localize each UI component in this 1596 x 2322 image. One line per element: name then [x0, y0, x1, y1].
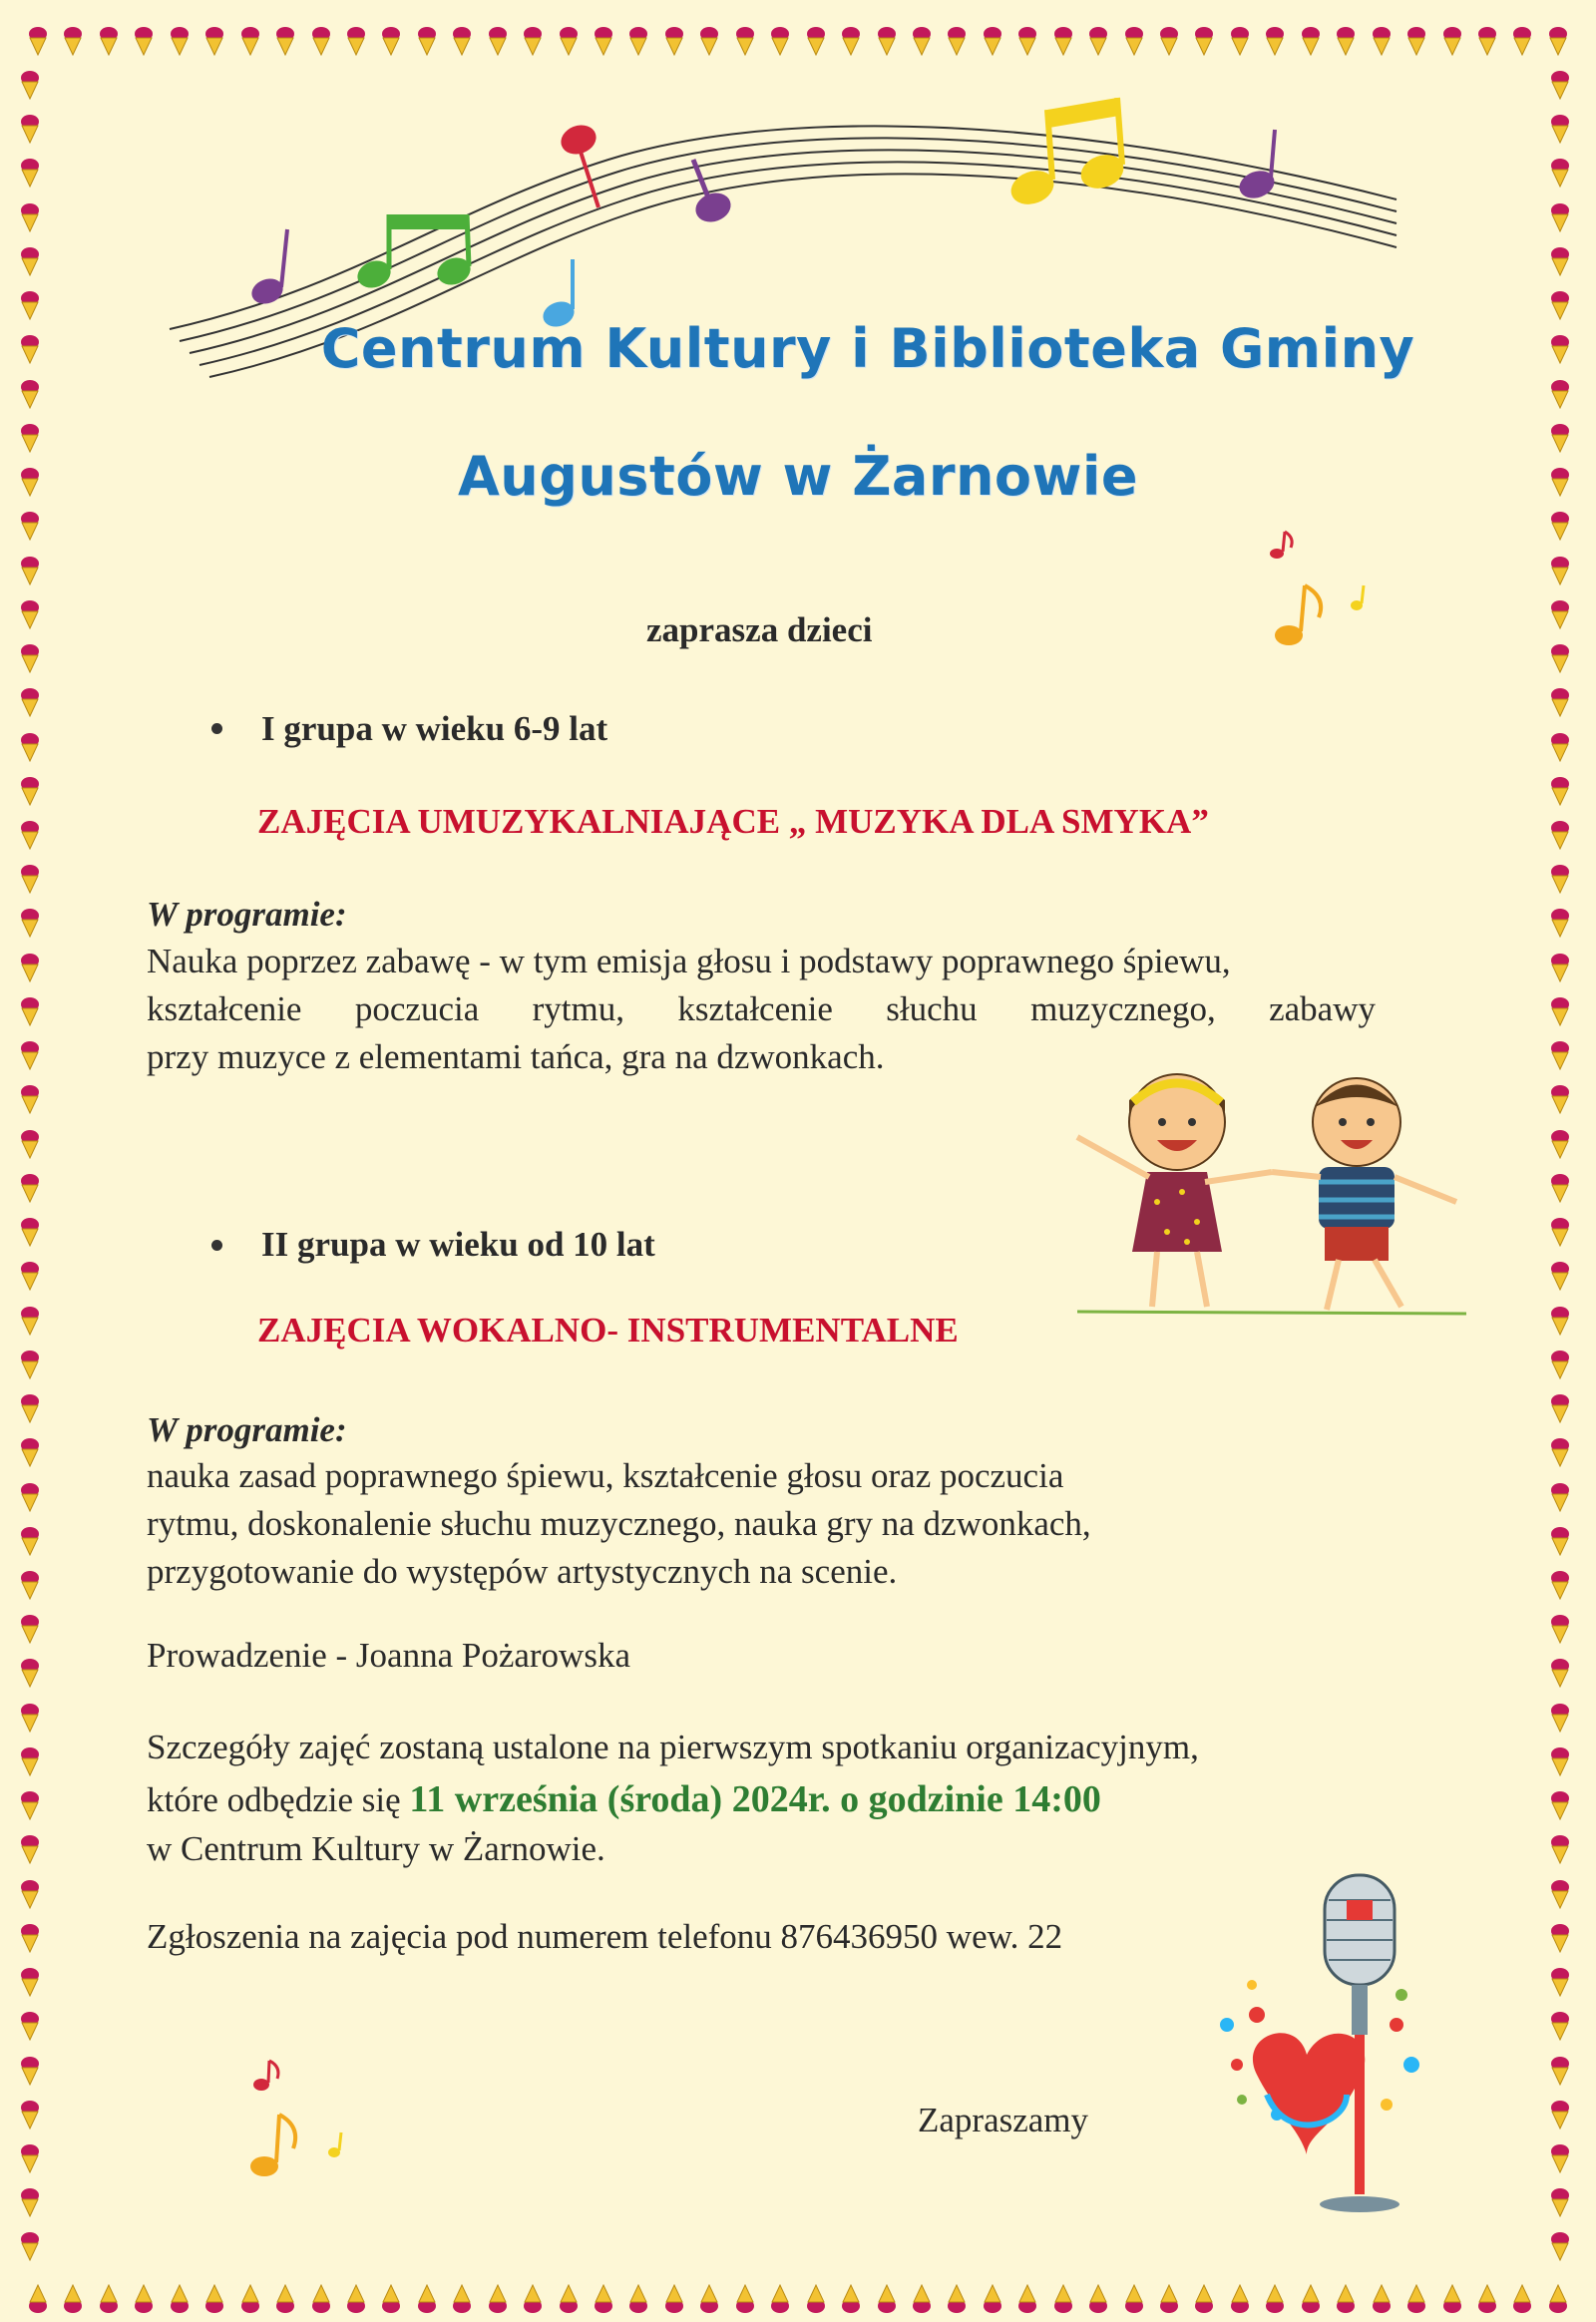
ice-cream-cone-icon — [20, 1790, 40, 1820]
ice-cream-cone-icon — [1550, 820, 1570, 850]
ice-cream-cone-icon — [20, 70, 40, 100]
ice-cream-cone-icon — [99, 26, 119, 56]
ice-cream-cone-icon — [1550, 1437, 1570, 1467]
ice-cream-cone-icon — [28, 2284, 48, 2314]
ice-cream-cone-icon — [1017, 2284, 1037, 2314]
ice-cream-cone-icon — [20, 820, 40, 850]
group2-course: ZAJĘCIA WOKALNO- INSTRUMENTALNE — [257, 1311, 959, 1350]
ice-cream-cone-icon — [1550, 864, 1570, 894]
ice-cream-cone-icon — [20, 1217, 40, 1247]
group2-program-line1: nauka zasad poprawnego śpiewu, kształcenie głosu oraz poczucia — [147, 1456, 1064, 1495]
ice-cream-cone-icon — [20, 1393, 40, 1423]
ice-cream-cone-icon — [275, 26, 295, 56]
ice-cream-cone-icon — [417, 2284, 437, 2314]
ice-cream-cone-icon — [1406, 2284, 1426, 2314]
ice-cream-cone-icon — [912, 26, 932, 56]
ice-cream-cone-icon — [912, 2284, 932, 2314]
ice-cream-cone-icon — [20, 511, 40, 541]
ice-cream-cone-icon — [1550, 1217, 1570, 1247]
ice-cream-cone-icon — [20, 1173, 40, 1203]
ice-cream-cone-icon — [20, 290, 40, 320]
ice-cream-cone-icon — [1550, 1040, 1570, 1070]
ice-cream-cone-icon — [63, 26, 83, 56]
ice-cream-cone-icon — [204, 26, 224, 56]
ice-cream-cone-icon — [1548, 2284, 1568, 2314]
ice-cream-cone-icon — [170, 2284, 190, 2314]
ice-cream-cone-icon — [20, 1482, 40, 1512]
ice-cream-cone-icon — [20, 1879, 40, 1909]
ice-cream-cone-icon — [1550, 687, 1570, 717]
ice-cream-cone-icon — [594, 2284, 613, 2314]
ice-cream-cone-icon — [20, 158, 40, 188]
ice-cream-cone-icon — [1088, 2284, 1108, 2314]
ice-cream-cone-icon — [1550, 599, 1570, 629]
ice-cream-cone-icon — [1550, 2100, 1570, 2129]
ice-cream-cone-icon — [381, 26, 401, 56]
ice-cream-cone-icon — [20, 1261, 40, 1291]
ice-cream-cone-icon — [1550, 732, 1570, 762]
ice-cream-cone-icon — [559, 26, 579, 56]
ice-cream-cone-icon — [1406, 26, 1426, 56]
ice-cream-cone-icon — [134, 26, 154, 56]
ice-cream-cone-icon — [1550, 1834, 1570, 1864]
ice-cream-cone-icon — [1053, 2284, 1073, 2314]
ice-cream-cone-icon — [947, 2284, 967, 2314]
ice-cream-cone-icon — [877, 2284, 897, 2314]
ice-cream-cone-icon — [20, 1526, 40, 1556]
ice-cream-cone-icon — [1550, 2143, 1570, 2173]
ice-cream-cone-icon — [523, 26, 543, 56]
ice-cream-cone-icon — [735, 2284, 755, 2314]
ice-cream-cone-icon — [1550, 2231, 1570, 2261]
header-title-line1: Centrum Kultury i Biblioteka Gminy — [320, 317, 1415, 380]
ice-cream-cone-icon — [20, 1350, 40, 1379]
ice-cream-cone-icon — [417, 26, 437, 56]
ice-cream-cone-icon — [20, 1614, 40, 1644]
ice-cream-cone-icon — [20, 202, 40, 232]
border-top — [28, 26, 1568, 56]
ice-cream-cone-icon — [770, 2284, 790, 2314]
ice-cream-cone-icon — [20, 1923, 40, 1953]
ice-cream-cone-icon — [1550, 953, 1570, 982]
ice-cream-cone-icon — [1550, 114, 1570, 144]
ice-cream-cone-icon — [1372, 26, 1392, 56]
ice-cream-cone-icon — [983, 26, 1002, 56]
group1-program-label: W programie: — [147, 895, 347, 934]
ice-cream-cone-icon — [841, 26, 861, 56]
ice-cream-cone-icon — [1372, 2284, 1392, 2314]
bullet — [211, 1240, 222, 1251]
ice-cream-cone-icon — [275, 2284, 295, 2314]
ice-cream-cone-icon — [488, 26, 508, 56]
group1-course: ZAJĘCIA UMUZYKALNIAJĄCE „ MUZYKA DLA SMYKA” — [257, 802, 1209, 841]
ice-cream-cone-icon — [1550, 1350, 1570, 1379]
ice-cream-cone-icon — [20, 2100, 40, 2129]
group1-program-line3: przy muzyce z elementami tańca, gra na dzwonkach. — [147, 1037, 885, 1076]
ice-cream-cone-icon — [240, 26, 260, 56]
ice-cream-cone-icon — [1336, 2284, 1356, 2314]
ice-cream-cone-icon — [170, 26, 190, 56]
ice-cream-cone-icon — [28, 26, 48, 56]
ice-cream-cone-icon — [20, 2187, 40, 2217]
group2-label: II grupa w wieku od 10 lat — [261, 1225, 655, 1264]
ice-cream-cone-icon — [99, 2284, 119, 2314]
ice-cream-cone-icon — [1550, 1526, 1570, 1556]
ice-cream-cone-icon — [20, 2231, 40, 2261]
music-notes-icon — [1247, 524, 1387, 653]
ice-cream-cone-icon — [699, 2284, 719, 2314]
ice-cream-cone-icon — [20, 599, 40, 629]
ice-cream-cone-icon — [1194, 26, 1214, 56]
ice-cream-cone-icon — [1301, 2284, 1321, 2314]
ice-cream-cone-icon — [699, 26, 719, 56]
ice-cream-cone-icon — [20, 1040, 40, 1070]
ice-cream-cone-icon — [1550, 158, 1570, 188]
ice-cream-cone-icon — [1550, 202, 1570, 232]
ice-cream-cone-icon — [452, 2284, 472, 2314]
ice-cream-cone-icon — [1512, 26, 1532, 56]
ice-cream-cone-icon — [20, 1570, 40, 1600]
group2-program-line2: rytmu, doskonalenie słuchu muzycznego, nauka gry na dzwonkach, — [147, 1504, 1091, 1543]
ice-cream-cone-icon — [20, 996, 40, 1026]
ice-cream-cone-icon — [240, 2284, 260, 2314]
details-line3: w Centrum Kultury w Żarnowie. — [147, 1829, 605, 1868]
ice-cream-cone-icon — [947, 26, 967, 56]
ice-cream-cone-icon — [1548, 26, 1568, 56]
ice-cream-cone-icon — [983, 2284, 1002, 2314]
group2-program-line3: przygotowanie do występów artystycznych na scenie. — [147, 1552, 898, 1591]
ice-cream-cone-icon — [1512, 2284, 1532, 2314]
ice-cream-cone-icon — [1550, 643, 1570, 673]
ice-cream-cone-icon — [20, 246, 40, 276]
ice-cream-cone-icon — [1194, 2284, 1214, 2314]
group2-program-label: W programie: — [147, 1410, 347, 1449]
ice-cream-cone-icon — [806, 26, 826, 56]
ice-cream-cone-icon — [1124, 26, 1144, 56]
microphone-icon — [1197, 1865, 1446, 2224]
ice-cream-cone-icon — [20, 1437, 40, 1467]
ice-cream-cone-icon — [381, 2284, 401, 2314]
group1-label: I grupa w wieku 6-9 lat — [261, 709, 608, 748]
ice-cream-cone-icon — [20, 908, 40, 938]
ice-cream-cone-icon — [488, 2284, 508, 2314]
ice-cream-cone-icon — [1017, 26, 1037, 56]
ice-cream-cone-icon — [1550, 2056, 1570, 2086]
ice-cream-cone-icon — [1550, 1746, 1570, 1776]
ice-cream-cone-icon — [20, 732, 40, 762]
ice-cream-cone-icon — [1550, 1482, 1570, 1512]
ice-cream-cone-icon — [806, 2284, 826, 2314]
ice-cream-cone-icon — [346, 2284, 366, 2314]
ice-cream-cone-icon — [20, 1746, 40, 1776]
ice-cream-cone-icon — [1159, 26, 1179, 56]
ice-cream-cone-icon — [1550, 2011, 1570, 2041]
ice-cream-cone-icon — [20, 1306, 40, 1336]
ice-cream-cone-icon — [1550, 1703, 1570, 1733]
ice-cream-cone-icon — [1550, 1570, 1570, 1600]
ice-cream-cone-icon — [1550, 70, 1570, 100]
ice-cream-cone-icon — [20, 556, 40, 585]
ice-cream-cone-icon — [877, 26, 897, 56]
ice-cream-cone-icon — [1053, 26, 1073, 56]
ice-cream-cone-icon — [20, 953, 40, 982]
border-bottom — [28, 2284, 1568, 2314]
ice-cream-cone-icon — [1550, 1129, 1570, 1159]
ice-cream-cone-icon — [1550, 511, 1570, 541]
ice-cream-cone-icon — [20, 864, 40, 894]
ice-cream-cone-icon — [1550, 2187, 1570, 2217]
ice-cream-cone-icon — [20, 334, 40, 364]
ice-cream-cone-icon — [1550, 1879, 1570, 1909]
ice-cream-cone-icon — [20, 1834, 40, 1864]
ice-cream-cone-icon — [628, 26, 648, 56]
ice-cream-cone-icon — [1442, 26, 1462, 56]
group1-program-line2: kształcenie poczucia rytmu, kształcenie słuchu muzycznego, zabawy — [147, 989, 1376, 1028]
ice-cream-cone-icon — [204, 2284, 224, 2314]
ice-cream-cone-icon — [1550, 1923, 1570, 1953]
ice-cream-cone-icon — [20, 1658, 40, 1688]
ice-cream-cone-icon — [1550, 379, 1570, 409]
ice-cream-cone-icon — [1550, 776, 1570, 806]
registration-text: Zgłoszenia na zajęcia pod numerem telefonu 876436950 wew. 22 — [147, 1917, 1063, 1956]
ice-cream-cone-icon — [20, 2056, 40, 2086]
ice-cream-cone-icon — [20, 2143, 40, 2173]
ice-cream-cone-icon — [20, 1084, 40, 1114]
dancing-kids-illustration — [1057, 1052, 1476, 1332]
closing-text: Zapraszamy — [918, 2101, 1089, 2139]
details-line2-prefix: które odbędzie się — [147, 1780, 410, 1819]
ice-cream-cone-icon — [523, 2284, 543, 2314]
ice-cream-cone-icon — [1265, 2284, 1285, 2314]
ice-cream-cone-icon — [1550, 996, 1570, 1026]
ice-cream-cone-icon — [20, 379, 40, 409]
ice-cream-cone-icon — [134, 2284, 154, 2314]
ice-cream-cone-icon — [628, 2284, 648, 2314]
group1-program-line1: Nauka poprzez zabawę - w tym emisja głosu i podstawy poprawnego śpiewu, — [147, 942, 1231, 980]
ice-cream-cone-icon — [841, 2284, 861, 2314]
ice-cream-cone-icon — [1230, 26, 1250, 56]
ice-cream-cone-icon — [346, 26, 366, 56]
meeting-date: 11 września (środa) 2024r. o godzinie 14:00 — [409, 1778, 1101, 1820]
ice-cream-cone-icon — [1550, 556, 1570, 585]
ice-cream-cone-icon — [20, 1129, 40, 1159]
ice-cream-cone-icon — [1230, 2284, 1250, 2314]
ice-cream-cone-icon — [1550, 1967, 1570, 1997]
border-right — [1550, 70, 1580, 2262]
ice-cream-cone-icon — [20, 114, 40, 144]
ice-cream-cone-icon — [1550, 1261, 1570, 1291]
ice-cream-cone-icon — [1124, 2284, 1144, 2314]
ice-cream-cone-icon — [1550, 1084, 1570, 1114]
ice-cream-cone-icon — [311, 26, 331, 56]
invite-text: zaprasza dzieci — [646, 610, 873, 649]
ice-cream-cone-icon — [1550, 1658, 1570, 1688]
ice-cream-cone-icon — [1265, 26, 1285, 56]
ice-cream-cone-icon — [311, 2284, 331, 2314]
ice-cream-cone-icon — [1477, 2284, 1497, 2314]
ice-cream-cone-icon — [63, 2284, 83, 2314]
ice-cream-cone-icon — [594, 26, 613, 56]
header-title-line2: Augustów w Żarnowie — [457, 445, 1139, 508]
music-notes-icon — [239, 2055, 369, 2184]
ice-cream-cone-icon — [1550, 908, 1570, 938]
ice-cream-cone-icon — [1550, 1306, 1570, 1336]
ice-cream-cone-icon — [1301, 26, 1321, 56]
instructor-text: Prowadzenie - Joanna Pożarowska — [147, 1636, 630, 1675]
ice-cream-cone-icon — [20, 1703, 40, 1733]
ice-cream-cone-icon — [20, 643, 40, 673]
ice-cream-cone-icon — [20, 687, 40, 717]
ice-cream-cone-icon — [770, 26, 790, 56]
ice-cream-cone-icon — [664, 2284, 684, 2314]
ice-cream-cone-icon — [735, 26, 755, 56]
ice-cream-cone-icon — [1088, 26, 1108, 56]
details-line1: Szczegóły zajęć zostaną ustalone na pierwszym spotkaniu organizacyjnym, — [147, 1728, 1199, 1766]
ice-cream-cone-icon — [1550, 246, 1570, 276]
ice-cream-cone-icon — [664, 26, 684, 56]
bullet — [211, 723, 222, 734]
ice-cream-cone-icon — [1550, 1614, 1570, 1644]
ice-cream-cone-icon — [559, 2284, 579, 2314]
ice-cream-cone-icon — [452, 26, 472, 56]
ice-cream-cone-icon — [1550, 1173, 1570, 1203]
border-left — [20, 70, 50, 2262]
ice-cream-cone-icon — [1550, 290, 1570, 320]
details-line2 — [147, 1775, 1101, 1824]
ice-cream-cone-icon — [1442, 2284, 1462, 2314]
ice-cream-cone-icon — [1159, 2284, 1179, 2314]
ice-cream-cone-icon — [20, 776, 40, 806]
ice-cream-cone-icon — [20, 2011, 40, 2041]
ice-cream-cone-icon — [1550, 1393, 1570, 1423]
ice-cream-cone-icon — [1550, 1790, 1570, 1820]
ice-cream-cone-icon — [20, 1967, 40, 1997]
ice-cream-cone-icon — [1336, 26, 1356, 56]
ice-cream-cone-icon — [1477, 26, 1497, 56]
